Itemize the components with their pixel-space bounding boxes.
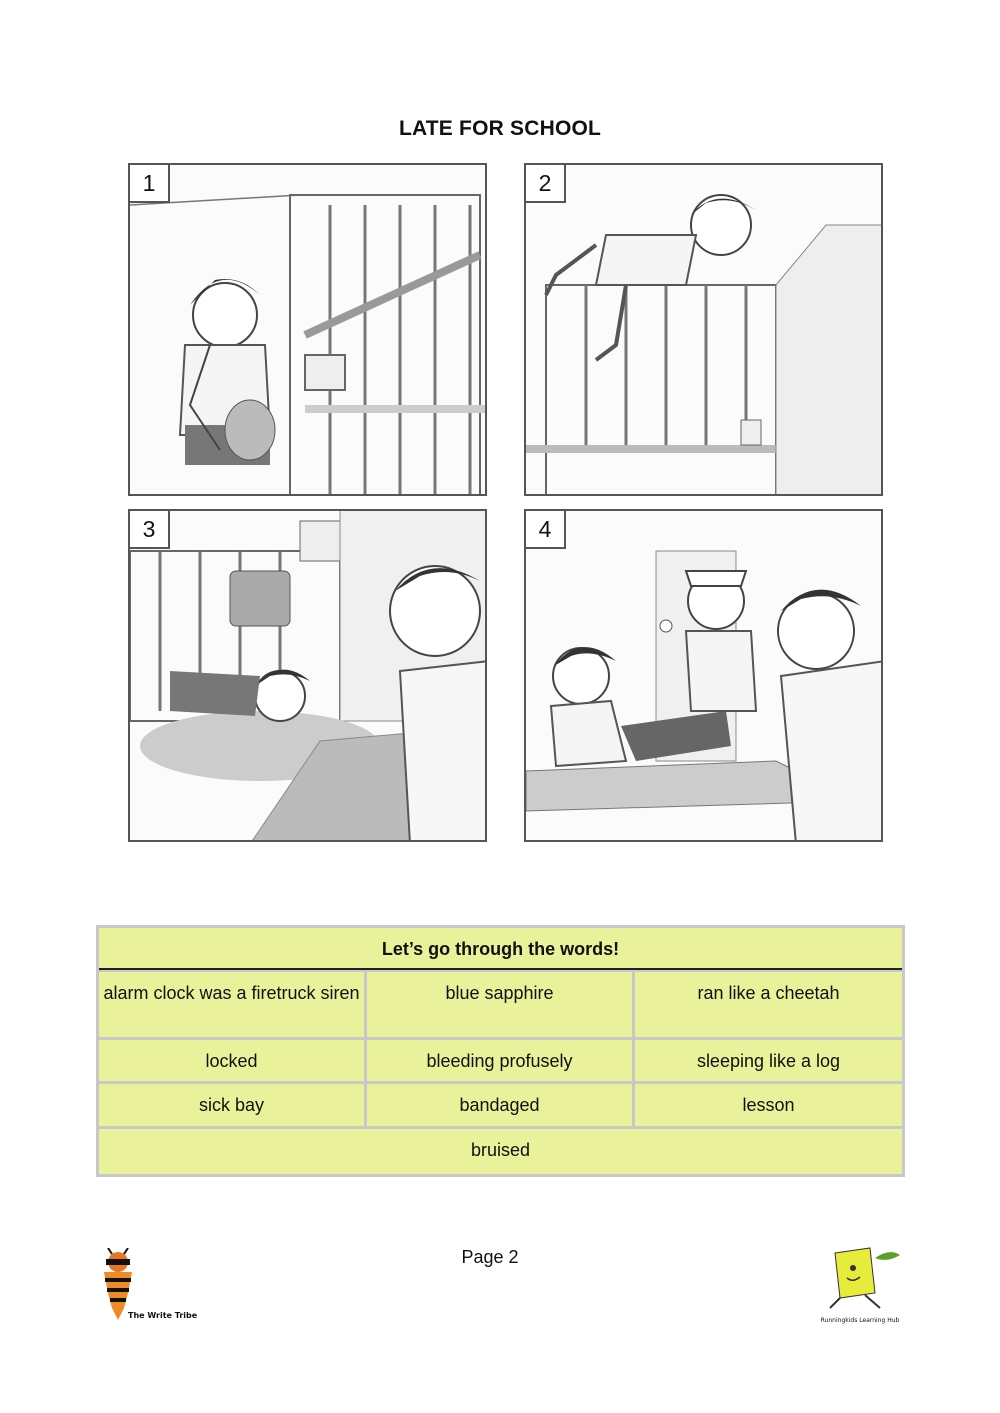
illustration-boy-climbing bbox=[526, 165, 883, 496]
page-number: Page 2 bbox=[461, 1247, 519, 1267]
word-cell: lesson bbox=[635, 1084, 902, 1126]
comic-panel-3 bbox=[128, 509, 487, 842]
word-cell: locked bbox=[99, 1040, 364, 1081]
write-tribe-logo bbox=[98, 1248, 208, 1328]
word-cell: sick bay bbox=[99, 1084, 364, 1126]
runningkids-logo bbox=[810, 1243, 910, 1343]
word-cell: blue sapphire bbox=[367, 972, 632, 1037]
word-cell: bruised bbox=[99, 1129, 902, 1174]
write-tribe-logo-text: The Write Tribe bbox=[128, 1311, 198, 1320]
word-cell: sleeping like a log bbox=[635, 1040, 902, 1081]
illustration-boy-fallen bbox=[130, 511, 487, 842]
vocabulary-heading: Let’s go through the words! bbox=[99, 928, 902, 970]
panel-number: 3 bbox=[130, 511, 170, 549]
page-title: LATE FOR SCHOOL bbox=[398, 117, 602, 140]
comic-panel-2 bbox=[524, 163, 883, 496]
vocabulary-table bbox=[96, 925, 905, 1177]
illustration-boy-at-gate bbox=[130, 165, 487, 496]
word-cell: alarm clock was a firetruck siren bbox=[99, 972, 364, 1037]
illustration-sick-bay bbox=[526, 511, 883, 842]
panel-number: 1 bbox=[130, 165, 170, 203]
running-book-icon bbox=[815, 1243, 905, 1313]
comic-panel-1 bbox=[128, 163, 487, 496]
comic-panel-4 bbox=[524, 509, 883, 842]
word-cell: bandaged bbox=[367, 1084, 632, 1126]
word-cell: ran like a cheetah bbox=[635, 972, 902, 1037]
word-cell: bleeding profusely bbox=[367, 1040, 632, 1081]
panel-number: 2 bbox=[526, 165, 566, 203]
runningkids-logo-text: Runningkids Learning Hub bbox=[820, 1317, 900, 1324]
panel-number: 4 bbox=[526, 511, 566, 549]
